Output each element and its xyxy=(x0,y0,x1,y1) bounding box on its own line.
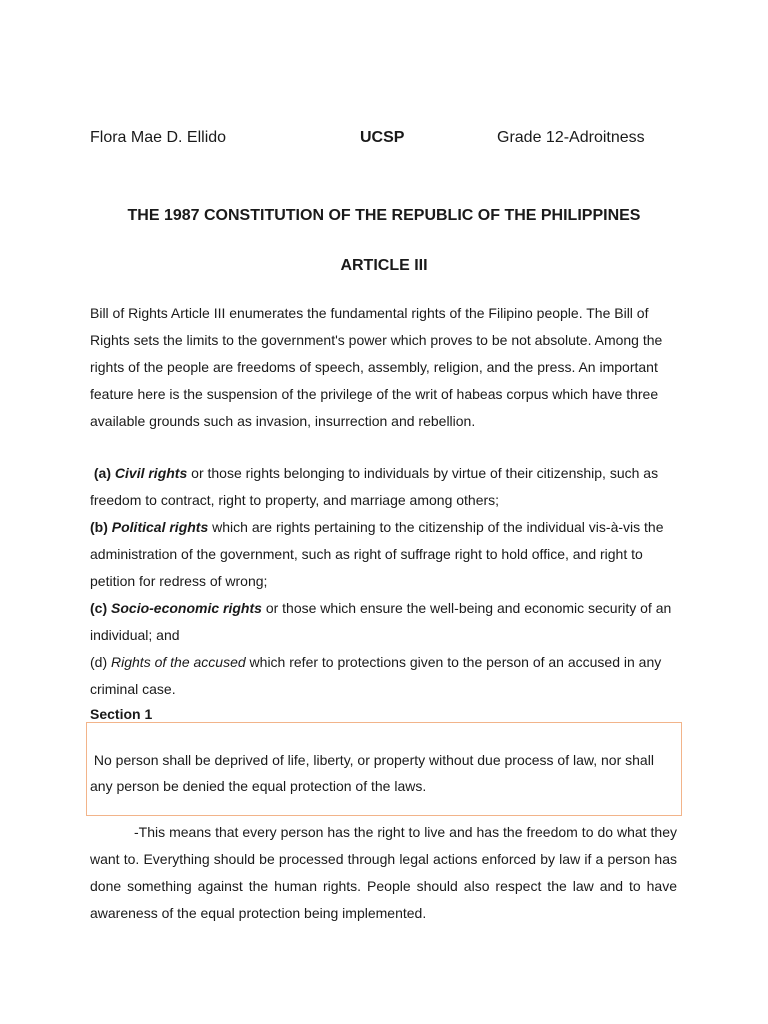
grade-section: Grade 12-Adroitness xyxy=(497,129,645,146)
right-item-political xyxy=(90,514,682,595)
right-description: which are rights pertaining to the citizenship of the individual vis-à-vis the administration of the government, such as right of suffrage right to hold office, and right to petition for redress of wrong; xyxy=(90,519,664,589)
right-description: which refer to protections given to the person of an accused in any criminal case. xyxy=(90,654,662,697)
right-marker: (d) xyxy=(90,654,108,670)
article-heading: ARTICLE III xyxy=(340,257,428,274)
right-item-civil xyxy=(90,460,682,514)
document-header xyxy=(90,129,680,151)
right-term: Rights of the accused xyxy=(111,654,246,670)
right-term: Socio-economic rights xyxy=(111,600,262,616)
intro-paragraph: Bill of Rights Article III enumerates the fundamental rights of the Filipino people. The Bill of Rights sets the limits to the government's power which proves to be not absolute. Among the rights of the people are freedoms of speech, assembly, religion, and the press. An important feature here is the suspension of the privilege of the writ of habeas corpus which have three available grounds such as invasion, insurrection and rebellion. xyxy=(90,305,663,429)
right-marker: (c) xyxy=(90,600,108,616)
student-name: Flora Mae D. Ellido xyxy=(90,129,227,146)
explanation-paragraph: -This means that every person has the right to live and has the freedom to do what they want to. Everything should be processed through legal actions enforced by law if a person has done something against the human rights. People should also respect the law and to have awareness of the equal protection being implemented. xyxy=(90,824,677,921)
right-description: or those which ensure the well-being and economic security of an individual; and xyxy=(90,600,672,643)
right-description: or those rights belonging to individuals by virtue of their citizenship, such as freedom to contract, right to property, and marriage among others; xyxy=(90,465,659,508)
right-marker: (b) xyxy=(90,519,108,535)
right-marker: (a) xyxy=(93,465,112,481)
quote-text: No person shall be deprived of life, liberty, or property without due process of law, nor shall any person be denied the equal protection of the laws. xyxy=(90,752,654,794)
section-heading: Section 1 xyxy=(90,706,153,722)
right-term: Political rights xyxy=(111,519,209,535)
right-term: Civil rights xyxy=(114,465,188,481)
subject-label: UCSP xyxy=(360,129,405,146)
rights-list xyxy=(90,460,682,703)
right-item-accused xyxy=(90,649,682,703)
right-item-socio-economic xyxy=(90,595,682,649)
section-quote xyxy=(90,747,680,799)
document-title: THE 1987 CONSTITUTION OF THE REPUBLIC OF THE PHILIPPINES xyxy=(127,207,641,224)
